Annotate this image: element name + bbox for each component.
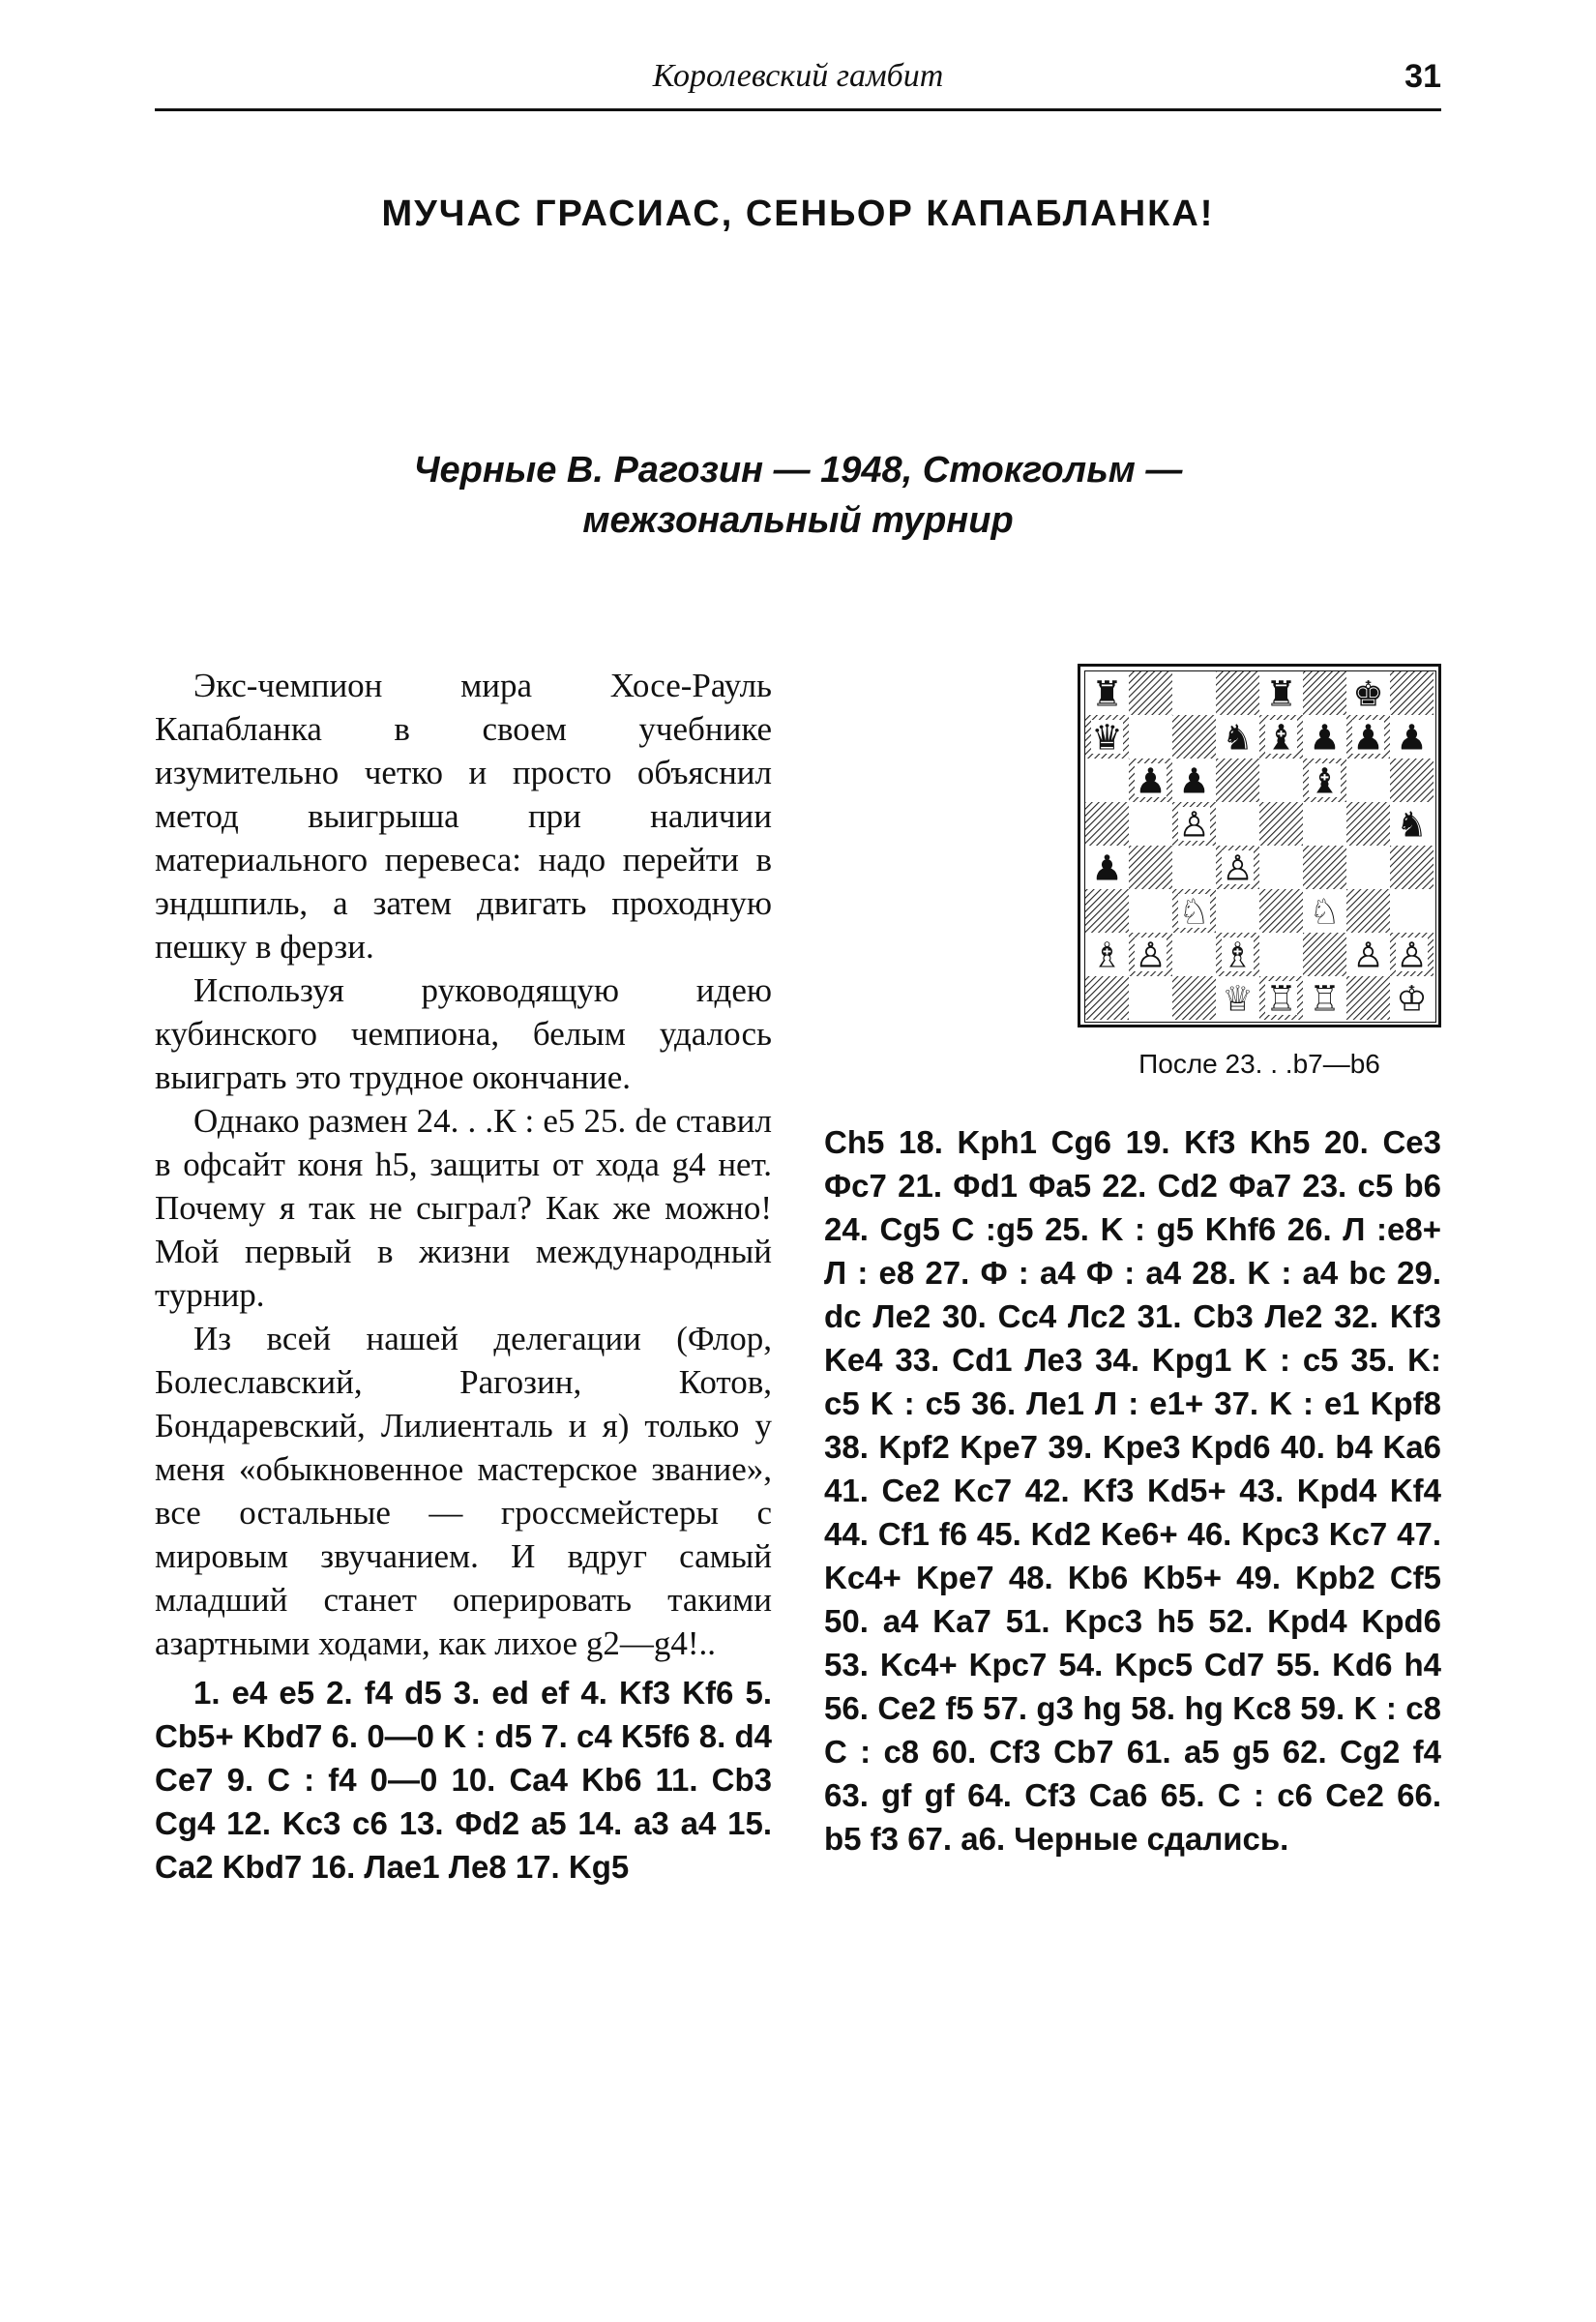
piece-black-c6: ♟ [1178,761,1210,802]
square-g5 [1346,802,1390,846]
piece-white-e1: ♖ [1265,979,1297,1020]
piece-black-g7: ♟ [1352,718,1384,759]
square-f8 [1303,671,1346,715]
paragraph-2: Используя руководящую идею кубинского чемпиона, белым удалось выиграть это трудное окончание. [155,971,772,1096]
square-c4 [1172,846,1216,889]
piece-white-a2: ♗ [1091,936,1123,976]
square-b4 [1129,846,1172,889]
square-c8 [1172,671,1216,715]
piece-white-h1: ♔ [1396,979,1428,1020]
piece-black-e7: ♝ [1265,718,1297,759]
piece-black-e8: ♜ [1265,674,1297,715]
paragraph-3: Однако размен 24. . .К : е5 25. de ставил в офсайт коня h5, защиты от хода g4 нет. Почему я так не сыграл? Как же можно! Мой первый в жизни международный турнир. [155,1102,772,1314]
game-heading-line-1: Черные В. Рагозин — 1948, Стокгольм — [413,450,1183,491]
square-e5 [1259,802,1303,846]
square-d6 [1216,759,1259,802]
piece-black-f7: ♟ [1309,718,1341,759]
piece-white-d2: ♗ [1222,936,1254,976]
piece-black-a7: ♛ [1091,718,1123,759]
paragraph-4: Из всей нашей делегации (Флор, Болеславский, Рагозин, Котов, Бондаревский, Лилиенталь и я) только у меня «обыкновенное мастерское звание», все остальные — гроссмейстеры с мировым звучанием. И вдруг самый младший станет оперировать такими азартными ходами, как лихое g2—g4!.. [155,1320,772,1662]
square-f4 [1303,846,1346,889]
piece-white-b2: ♙ [1135,936,1167,976]
game-moves-part-2: Ch5 18. Kph1 Cg6 19. Kf3 Kh5 20. Ce3 Фc7 21. Фd1 Фa5 22. Cd2 Фa7 23. c5 b6 24. Cg5 C :g5 25. K : g5 Khf6 26. Л :e8+ Л : e8 27. Ф : a4 Ф : a4 28. K : a4 bc 29. dc Лe2 30. Cc4 Лc2 31. Cb3 Лe2 32. Kf3 Ke4 33. Cd1 Лe3 34. Kpg1 K : c5 35. K: c5 K : c5 36. Лe1 Л : e1+ 37. K : e1 Kpf8 38. Kpf2 Kpe7 39. Kpe3 Kpd6 40. b4 Ka6 41. Ce2 Kc7 42. Kf3 Kd5+ 43. Kpd4 Kf4 44. Cf1 f6 45. Kd2 Ke6+ 46. Kpc3 Kc7 47. Kc4+ Kpe7 48. Kb6 Kb5+ 49. Kpb2 Cf5 50. a4 Ka7 51. Kpc3 h5 52. Kpd4 Kpd6 53. Kc4+ Kpc7 54. Kpc5 Cd7 55. Kd6 h4 56. Ce2 f5 57. g3 hg 58. hg Kc8 59. K : c8 C : c8 60. Cf3 Cb7 61. a5 g5 62. Cg2 f4 63. gf gf 64. Cf3 Ca6 65. C : c6 Ce2 66. b5 f3 67. a6. Черные сдались. [824,1124,1441,1857]
piece-black-a8: ♜ [1091,674,1123,715]
piece-black-f6: ♝ [1309,761,1341,802]
square-g4 [1346,846,1390,889]
square-h4 [1390,846,1433,889]
square-g1 [1346,976,1390,1020]
square-g3 [1346,889,1390,933]
square-h8 [1390,671,1433,715]
game-moves-part-1: 1. e4 e5 2. f4 d5 3. ed ef 4. Kf3 Kf6 5. Cb5+ Kbd7 6. 0—0 K : d5 7. c4 K5f6 8. d4 Ce7 9. C : f4 0—0 10. Ca4 Kb6 11. Cb3 Cg4 12. Kc3 c6 13. Фd2 a5 14. a3 a4 15. Ca2 Kbd7 16. Лae1 Лe8 17. Kg5 [155,1675,772,1885]
square-a5 [1085,802,1129,846]
piece-white-c5: ♙ [1178,805,1210,846]
chess-board-svg [1085,671,1433,1020]
piece-white-f1: ♖ [1309,979,1341,1020]
square-e3 [1259,889,1303,933]
square-c1 [1172,976,1216,1020]
square-d3 [1216,889,1259,933]
piece-black-h5: ♞ [1396,805,1428,846]
piece-white-d1: ♕ [1222,979,1254,1020]
piece-white-g2: ♙ [1352,936,1384,976]
square-c2 [1172,933,1216,976]
game-heading [155,445,1441,546]
square-a3 [1085,889,1129,933]
header-rule [155,108,1441,111]
diagram-caption: После 23. . .b7—b6 [1138,1049,1380,1079]
square-a6 [1085,759,1129,802]
piece-white-c3: ♘ [1178,892,1210,933]
chess-board [1084,670,1436,1023]
paragraph-1: Экс-чемпион мира Хосе-Рауль Капабланка в своем учебнике изумительно четко и просто объяснил метод выигрыша при наличии материального перевеса: надо перейти в эндшпиль, а затем двигать проходную пешку в ферзи. [155,667,772,966]
page-number: 31 [1404,58,1441,95]
square-h6 [1390,759,1433,802]
piece-white-h2: ♙ [1396,936,1428,976]
square-b5 [1129,802,1172,846]
piece-white-d4: ♙ [1222,848,1254,889]
square-g6 [1346,759,1390,802]
square-c7 [1172,715,1216,759]
piece-black-b6: ♟ [1135,761,1167,802]
piece-black-a4: ♟ [1091,848,1123,889]
square-b1 [1129,976,1172,1020]
square-b7 [1129,715,1172,759]
piece-black-h7: ♟ [1396,718,1428,759]
piece-black-d7: ♞ [1222,718,1254,759]
piece-black-g8: ♚ [1352,674,1384,715]
square-b3 [1129,889,1172,933]
square-b8 [1129,671,1172,715]
square-d5 [1216,802,1259,846]
page-header [155,58,1441,116]
piece-white-f3: ♘ [1309,892,1341,933]
square-f5 [1303,802,1346,846]
square-a1 [1085,976,1129,1020]
chess-diagram [1078,664,1441,1027]
square-e6 [1259,759,1303,802]
chapter-title: МУЧАС ГРАСИАС, СЕНЬОР КАПАБЛАНКА! [381,194,1215,234]
square-e2 [1259,933,1303,976]
square-e4 [1259,846,1303,889]
square-f2 [1303,933,1346,976]
square-h3 [1390,889,1433,933]
square-d8 [1216,671,1259,715]
left-column [155,664,772,1889]
game-heading-line-2: межзональный турнир [582,500,1014,541]
running-title: Королевский гамбит [652,58,944,94]
